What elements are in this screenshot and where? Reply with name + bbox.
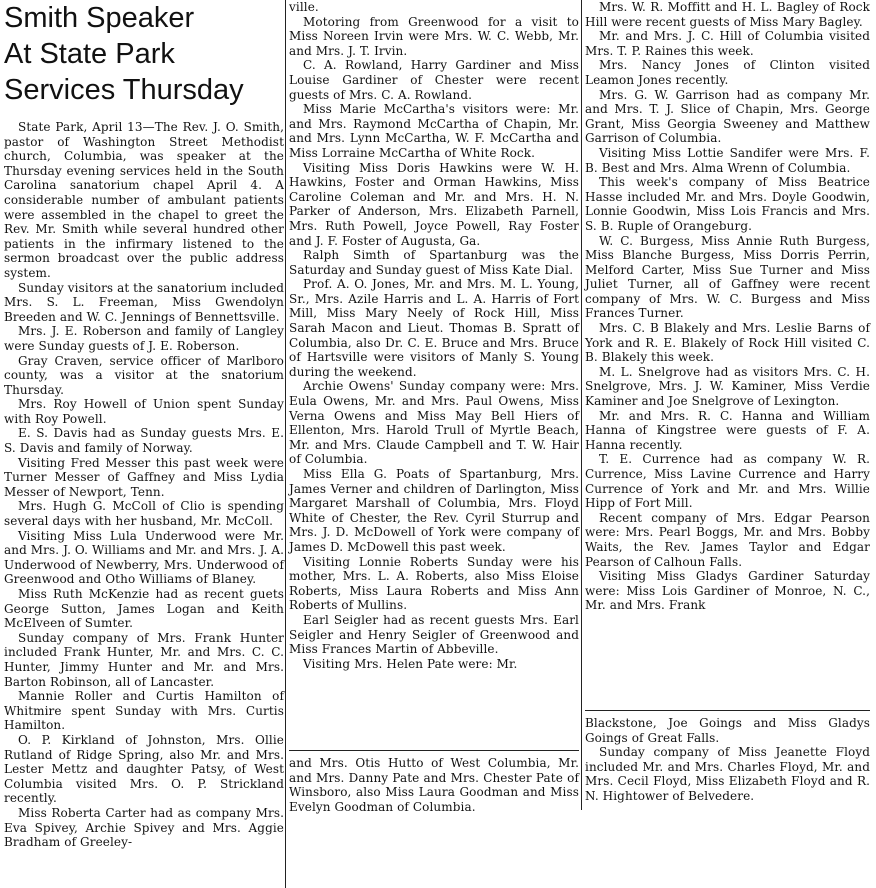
news-paragraph: Visiting Miss Doris Hawkins were W. H. Hawkins, Foster and Orman Hawkins, Miss Caroline Coleman and Mr. and Mrs. H. N. Parker of Anderson, Mrs. Elizabeth Parnell, Mrs. Ruth Powell, Joyce Powell, Ray Foster and J. F. Foster of Augusta, Ga.	[289, 160, 579, 248]
news-paragraph: Ralph Simth of Spartanburg was the Saturday and Sunday guest of Miss Kate Dial.	[289, 248, 579, 277]
news-paragraph: Blackstone, Joe Goings and Miss Gladys Goings of Great Falls.	[585, 716, 870, 745]
news-paragraph: M. L. Snelgrove had as visitors Mrs. C. H. Snelgrove, Mrs. J. W. Kaminer, Miss Verdie Kaminer and Joe Snelgrove of Lexington.	[585, 364, 870, 409]
news-paragraph: State Park, April 13—The Rev. J. O. Smith, pastor of Washington Street Methodist church, Columbia, was speaker at the Thursday evening services held in the South Carolina sanatorium chapel April 4. A considerable number of ambulant patients were assembled in the chapel to greet the Rev. Mr. Smith while several hundred other patients in the infirmary listened to the sermon broadcast over the public address system.	[4, 120, 284, 280]
news-paragraph: W. C. Burgess, Miss Annie Ruth Burgess, Miss Blanche Burgess, Miss Dorris Perrin, Melford Carter, Miss Sue Turner and Miss Juliet Turner, all of Gaffney were recent company of Mrs. W. C. Burgess and Miss Frances Turner.	[585, 233, 870, 321]
column-3	[585, 0, 870, 803]
news-paragraph: Motoring from Greenwood for a visit to Miss Noreen Irvin were Mrs. W. C. Webb, Mr. and Mrs. J. T. Irvin.	[289, 14, 579, 58]
article-headline	[4, 0, 284, 108]
column-2-top-paragraphs	[289, 0, 579, 671]
news-paragraph: Visiting Miss Lottie Sandifer were Mrs. F. B. Best and Mrs. Alma Wrenn of Columbia.	[585, 145, 870, 175]
headline-line-3: Services Thursday	[4, 74, 244, 106]
news-paragraph: Mannie Roller and Curtis Hamilton of Whitmire spent Sunday with Mrs. Curtis Hamilton.	[4, 689, 284, 733]
news-paragraph: Miss Roberta Carter had as company Mrs. Eva Spivey, Archie Spivey and Mrs. Aggie Bradham of Greeley-	[4, 805, 284, 850]
news-paragraph: T. E. Currence had as company W. R. Currence, Miss Lavine Currence and Harry Currence of York and Mr. and Mrs. Willie Hipp of Fort Mill.	[585, 452, 870, 511]
column-rule-1	[285, 0, 286, 888]
column-rule-2	[581, 0, 582, 810]
column-3-bottom-paragraphs	[585, 716, 870, 804]
news-paragraph: Gray Craven, service officer of Marlboro county, was a visitor at the snatorium Thursday.	[4, 353, 284, 397]
column-3-top-paragraphs	[585, 0, 870, 613]
news-paragraph: Mrs. W. R. Moffitt and H. L. Bagley of Rock Hill were recent guests of Miss Mary Bagley.	[585, 0, 870, 29]
news-paragraph: Mrs. Hugh G. McColl of Clio is spending several days with her husband, Mr. McColl.	[4, 499, 284, 529]
news-paragraph: Visiting Lonnie Roberts Sunday were his mother, Mrs. L. A. Roberts, also Miss Eloise Roberts, Miss Laura Roberts and Miss Ann Roberts of Mullins.	[289, 554, 579, 613]
column-2	[289, 0, 579, 814]
news-paragraph: Mrs. Roy Howell of Union spent Sunday with Roy Powell.	[4, 397, 284, 426]
news-paragraph: Sunday company of Mrs. Frank Hunter included Frank Hunter, Mr. and Mrs. C. C. Hunter, Jimmy Hunter and Mr. and Mrs. Barton Robinson, all of Lancaster.	[4, 630, 284, 689]
news-paragraph: Mr. and Mrs. R. C. Hanna and William Hanna of Kingstree were guests of F. A. Hanna recently.	[585, 408, 870, 452]
news-paragraph: ville.	[289, 0, 319, 14]
column-3-bottom	[585, 716, 870, 804]
news-paragraph: Sunday visitors at the sanatorium included Mrs. S. L. Freeman, Miss Gwendolyn Breeden and W. C. Jennings of Bennettsville.	[4, 280, 284, 324]
news-paragraph: This week's company of Miss Beatrice Hasse included Mr. and Mrs. Doyle Goodwin, Lonnie Goodwin, Miss Lois Francis and Mrs. S. B. Ruple of Orangeburg.	[585, 175, 870, 233]
news-paragraph: Mrs. G. W. Garrison had as company Mr. and Mrs. T. J. Slice of Chapin, Mrs. George Grant, Miss Georgia Sweeney and Matthew Garrison of Columbia.	[585, 87, 870, 146]
news-paragraph: Prof. A. O. Jones, Mr. and Mrs. M. L. Young, Sr., Mrs. Azile Harris and L. A. Harris of Fort Mill, Miss Mary Neely of Rock Hill, Miss Sarah Macon and Lieut. Thomas B. Spratt of Columbia, also Dr. C. E. Bruce and Mrs. Bruce of Hartsville were visitors of Manly S. Young during the weekend.	[289, 277, 579, 379]
headline-line-1: Smith Speaker	[4, 2, 195, 34]
news-paragraph: Earl Seigler had as recent guests Mrs. Earl Seigler and Henry Seigler of Greenwood and Miss Frances Martin of Abbeville.	[289, 612, 579, 657]
news-paragraph: Visiting Mrs. Helen Pate were: Mr.	[303, 656, 518, 671]
news-paragraph: Mrs. C. B Blakely and Mrs. Leslie Barns of York and R. E. Blakely of Rock Hill visited C. B. Blakely this week.	[585, 321, 870, 365]
news-paragraph: Mrs. J. E. Roberson and family of Langley were Sunday guests of J. E. Roberson.	[4, 324, 284, 353]
news-paragraph: Visiting Miss Lula Underwood were Mr. and Mrs. J. O. Williams and Mr. and Mrs. J. A. Underwood of Newberry, Mrs. Underwood of Greenwood and Otho Williams of Blaney.	[4, 528, 284, 587]
news-paragraph: Sunday company of Miss Jeanette Floyd included Mr. and Mrs. Charles Floyd, Mr. and Mrs. Cecil Floyd, Miss Elizabeth Floyd and R. N. Hightower of Belvedere.	[585, 745, 870, 803]
news-paragraph: Miss Ella G. Poats of Spartanburg, Mrs. James Verner and children of Darlington, Miss Margaret Marshall of Columbia, Mrs. Floyd White of Chester, the Rev. Cyril Sturrup and Mrs. J. D. McDowell of York were company of James D. McDowell this past week.	[289, 467, 579, 554]
news-paragraph: Visiting Fred Messer this past week were Turner Messer of Gaffney and Miss Lydia Messer of Newport, Tenn.	[4, 455, 284, 499]
column-2-bottom	[289, 756, 579, 814]
news-paragraph: C. A. Rowland, Harry Gardiner and Miss Louise Gardiner of Chester were recent guests of Mrs. C. A. Rowland.	[289, 58, 579, 102]
news-paragraph: Mrs. Nancy Jones of Clinton visited Leamon Jones recently.	[585, 58, 870, 87]
news-paragraph: Visiting Miss Gladys Gardiner Saturday were: Miss Lois Gardiner of Monroe, N. C., Mr. and Mrs. Frank	[585, 569, 870, 613]
news-paragraph: E. S. Davis had as Sunday guests Mrs. E. S. Davis and family of Norway.	[4, 426, 284, 456]
column-2-bottom-paragraphs	[289, 756, 579, 814]
column-1-paragraphs	[4, 120, 284, 850]
news-paragraph: Miss Ruth McKenzie had as recent guets George Sutton, James Logan and Keith McElveen of Sumter.	[4, 587, 284, 631]
news-paragraph: Archie Owens' Sunday company were: Mrs. Eula Owens, Mr. and Mrs. Paul Owens, Miss Verna Owens and Miss May Bell Hiers of Ellenton, Mrs. Harold Trull of Myrtle Beach, Mr. and Mrs. Claude Campbell and T. W. Hair of Columbia.	[289, 379, 579, 467]
news-paragraph: and Mrs. Otis Hutto of West Columbia, Mr. and Mrs. Danny Pate and Mrs. Chester Pate of Winsboro, also Miss Laura Goodman and Miss Evelyn Goodman of Columbia.	[289, 756, 579, 814]
column-3-break-rule	[585, 710, 870, 711]
news-paragraph: Miss Marie McCartha's visitors were: Mr. and Mrs. Raymond McCartha of Chapin, Mr. and Mrs. Lynn McCartha, W. F. McCartha and Miss Lorraine McCartha of White Rock.	[289, 102, 579, 160]
headline-line-2: At State Park	[4, 38, 175, 70]
news-paragraph: Mr. and Mrs. J. C. Hill of Columbia visited Mrs. T. P. Raines this week.	[585, 29, 870, 58]
news-paragraph: O. P. Kirkland of Johnston, Mrs. Ollie Rutland of Ridge Spring, also Mr. and Mrs. Lester Mettz and daughter Patsy, of West Columbia visited Mrs. O. P. Strickland recently.	[4, 732, 284, 806]
news-paragraph: Recent company of Mrs. Edgar Pearson were: Mrs. Pearl Boggs, Mr. and Mrs. Bobby Waits, the Rev. James Taylor and Edgar Pearson of Calhoun Falls.	[585, 510, 870, 569]
column-2-break-rule	[289, 750, 579, 751]
column-1	[4, 0, 284, 850]
